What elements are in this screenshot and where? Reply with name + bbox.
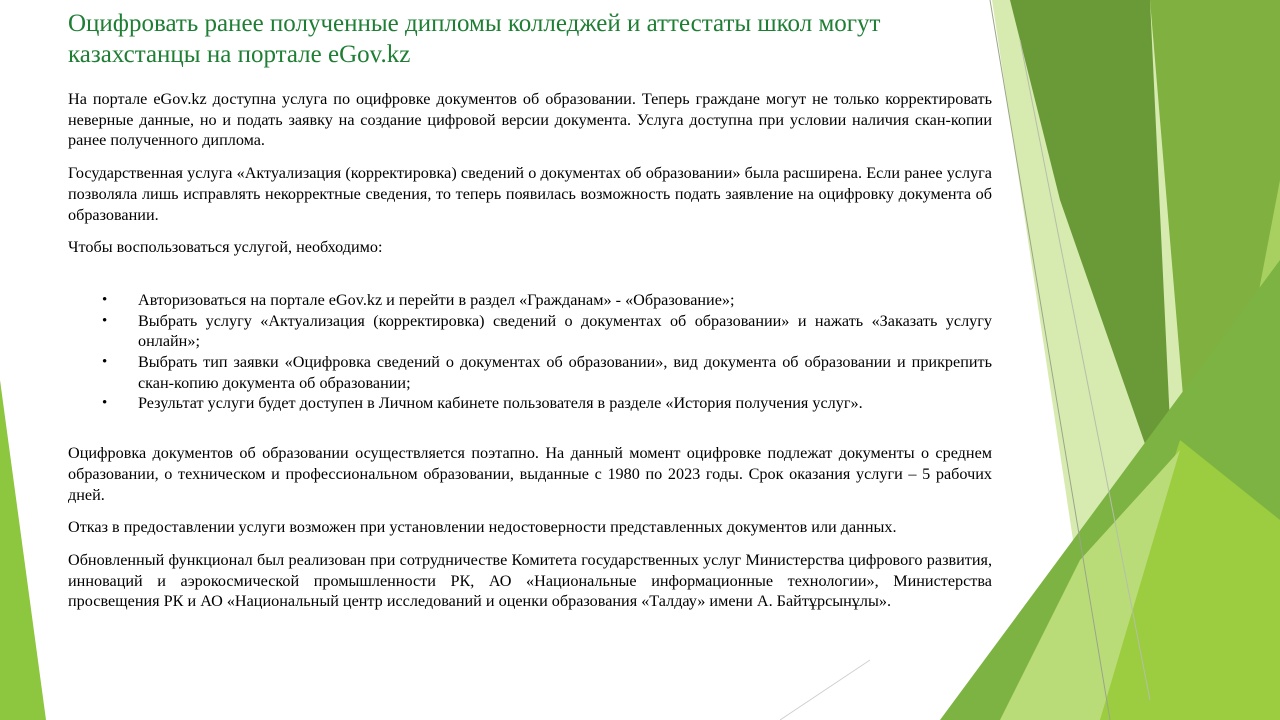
bullet-icon: • (102, 291, 108, 308)
list-item (68, 290, 992, 311)
paragraph-service-intro: На портале eGov.kz доступна услуга по оцифровке документов об образовании. Теперь граждане могут не только корректировать неверные данные, но и подать заявку на создание цифровой версии документа. Услуга доступна при условии наличия скан-копии ранее полученного диплома. (68, 90, 992, 150)
list-item (68, 311, 992, 352)
slide-title: Оцифровать ранее полученные дипломы колледжей и аттестаты школ могут казахстанцы на портале eGov.kz (68, 10, 881, 68)
step-text: Авторизоваться на портале eGov.kz и перейти в раздел «Гражданам» - «Образование»; (138, 290, 735, 309)
steps-list (68, 290, 992, 414)
paragraph-digitization-scope: Оцифровка документов об образовании осуществляется поэтапно. На данный момент оцифровке подлежат документы о среднем образовании, о техническом и профессиональном образовании, выданные с 1980 по 2023 годы. Срок оказания услуги – 5 рабочих дней. (68, 444, 992, 504)
list-item (68, 352, 992, 393)
step-text: Выбрать услугу «Актуализация (корректировка) сведений о документах об образовании» и нажать «Заказать услугу онлайн»; (138, 311, 992, 351)
step-text: Результат услуги будет доступен в Личном кабинете пользователя в разделе «История получения услуг». (138, 394, 863, 413)
bullet-icon: • (102, 354, 108, 371)
paragraph-refusal: Отказ в предоставлении услуги возможен при установлении недостоверности представленных документов или данных. (68, 518, 897, 537)
bullet-icon: • (102, 395, 108, 412)
steps-intro: Чтобы воспользоваться услугой, необходимо: (68, 238, 383, 257)
slide-body (68, 89, 992, 624)
list-item (68, 393, 992, 414)
bullet-icon: • (102, 312, 108, 329)
step-text: Выбрать тип заявки «Оцифровка сведений о документах об образовании», вид документа об образовании и прикрепить скан-копию документа об образовании; (138, 353, 992, 392)
paragraph-service-expanded: Государственная услуга «Актуализация (корректировка) сведений о документах об образовании» была расширена. Если ранее услуга позволяла лишь исправлять некорректные сведения, то теперь появилась возможность подать заявление на оцифровку документа об образовании. (68, 164, 992, 224)
paragraph-partners: Обновленный функционал был реализован при сотрудничестве Комитета государственных услуг Министерства цифрового развития, инноваций и аэрокосмической промышленности РК, АО «Национальные информационные технологии», Министерства просвещения РК и АО «Национальный центр исследований и оценки образования «Талдау» имени А. Байтұрсынұлы». (68, 550, 992, 611)
